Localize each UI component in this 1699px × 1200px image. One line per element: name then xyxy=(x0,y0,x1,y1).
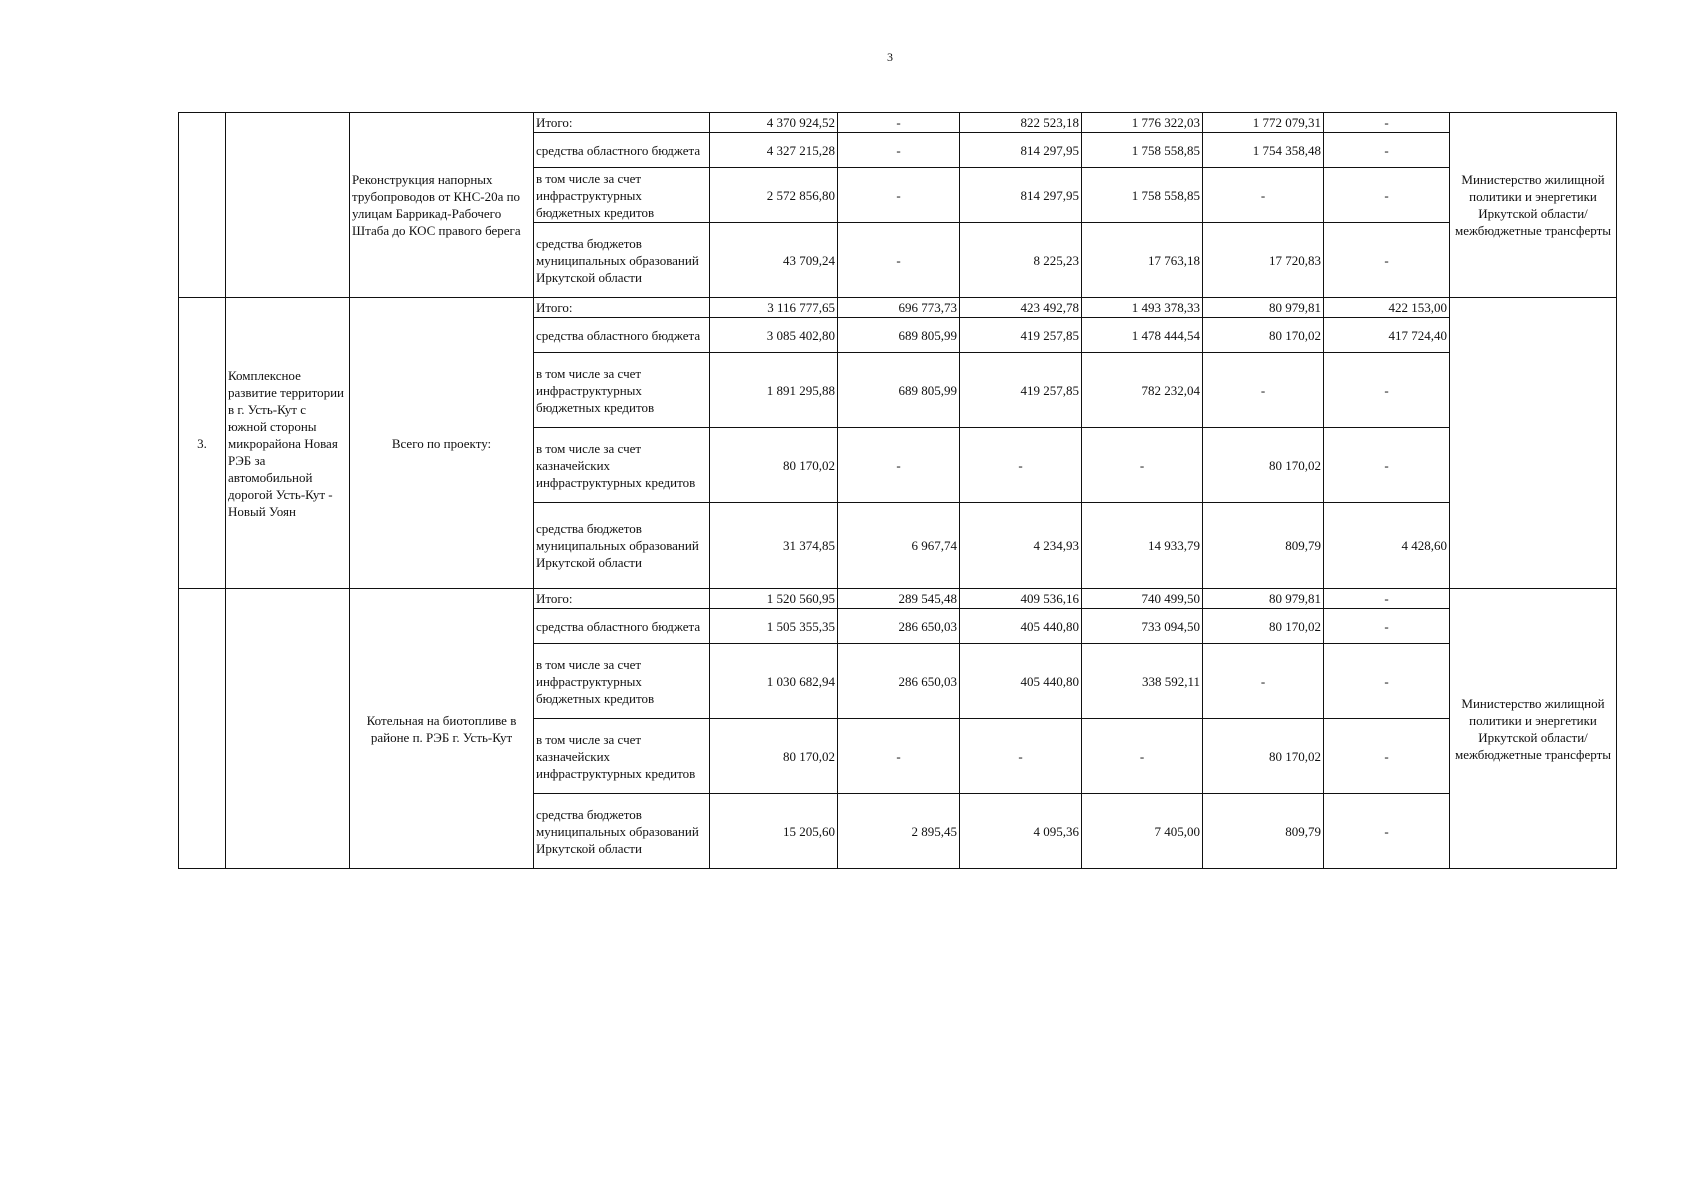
amount-cell: 419 257,85 xyxy=(960,318,1082,353)
amount-cell: 15 205,60 xyxy=(710,794,838,869)
amount-cell: 286 650,03 xyxy=(838,644,960,719)
object-name: Всего по проекту: xyxy=(350,298,534,589)
funding-source: средства областного бюджета xyxy=(534,318,710,353)
amount-cell: 43 709,24 xyxy=(710,223,838,298)
executor: Министерство жилищной политики и энергетики Иркутской области/ межбюджетные трансферты xyxy=(1450,589,1617,869)
project-name xyxy=(226,113,350,298)
amount-cell: 1 772 079,31 xyxy=(1203,113,1324,133)
funding-source: средства бюджетов муниципальных образований Иркутской области xyxy=(534,503,710,589)
amount-cell: 809,79 xyxy=(1203,794,1324,869)
amount-cell: 1 505 355,35 xyxy=(710,609,838,644)
amount-cell: 17 720,83 xyxy=(1203,223,1324,298)
amount-cell: 338 592,11 xyxy=(1082,644,1203,719)
amount-cell: 419 257,85 xyxy=(960,353,1082,428)
amount-cell: - xyxy=(838,113,960,133)
amount-cell: - xyxy=(1324,353,1450,428)
amount-cell: 80 979,81 xyxy=(1203,589,1324,609)
object-name: Реконструкция напорных трубопроводов от КНС-20а по улицам Баррикад-Рабочего Штаба до КОС правого берега xyxy=(350,113,534,298)
amount-cell: 733 094,50 xyxy=(1082,609,1203,644)
amount-cell: 286 650,03 xyxy=(838,609,960,644)
amount-cell: - xyxy=(1203,644,1324,719)
amount-cell: 3 116 777,65 xyxy=(710,298,838,318)
executor: Министерство жилищной политики и энергетики Иркутской области/ межбюджетные трансферты xyxy=(1450,113,1617,298)
amount-cell: 80 170,02 xyxy=(1203,719,1324,794)
amount-cell: - xyxy=(1324,644,1450,719)
amount-cell: - xyxy=(838,428,960,503)
amount-cell: 1 758 558,85 xyxy=(1082,133,1203,168)
executor xyxy=(1450,298,1617,589)
amount-cell: 417 724,40 xyxy=(1324,318,1450,353)
amount-cell: 1 891 295,88 xyxy=(710,353,838,428)
amount-cell: - xyxy=(1324,168,1450,223)
amount-cell: 4 327 215,28 xyxy=(710,133,838,168)
amount-cell: 3 085 402,80 xyxy=(710,318,838,353)
amount-cell: 689 805,99 xyxy=(838,353,960,428)
amount-cell: 4 234,93 xyxy=(960,503,1082,589)
amount-cell: 80 170,02 xyxy=(710,719,838,794)
funding-source: в том числе за счет инфраструктурных бюджетных кредитов xyxy=(534,644,710,719)
funding-source: средства бюджетов муниципальных образований Иркутской области xyxy=(534,223,710,298)
amount-cell: - xyxy=(1324,428,1450,503)
funding-source: в том числе за счет инфраструктурных бюджетных кредитов xyxy=(534,353,710,428)
amount-cell: 4 370 924,52 xyxy=(710,113,838,133)
amount-cell: - xyxy=(1324,223,1450,298)
amount-cell: 1 520 560,95 xyxy=(710,589,838,609)
funding-source: Итого: xyxy=(534,589,710,609)
funding-source: в том числе за счет казначейских инфраструктурных кредитов xyxy=(534,428,710,503)
amount-cell: 80 170,02 xyxy=(1203,318,1324,353)
amount-cell: 1 478 444,54 xyxy=(1082,318,1203,353)
amount-cell: 14 933,79 xyxy=(1082,503,1203,589)
amount-cell: 4 428,60 xyxy=(1324,503,1450,589)
amount-cell: 814 297,95 xyxy=(960,168,1082,223)
amount-cell: 289 545,48 xyxy=(838,589,960,609)
amount-cell: 2 895,45 xyxy=(838,794,960,869)
amount-cell: 822 523,18 xyxy=(960,113,1082,133)
table-row xyxy=(179,589,1617,609)
amount-cell: 4 095,36 xyxy=(960,794,1082,869)
amount-cell: 696 773,73 xyxy=(838,298,960,318)
amount-cell: 1 030 682,94 xyxy=(710,644,838,719)
funding-source: Итого: xyxy=(534,298,710,318)
amount-cell: 422 153,00 xyxy=(1324,298,1450,318)
amount-cell: 8 225,23 xyxy=(960,223,1082,298)
amount-cell: 740 499,50 xyxy=(1082,589,1203,609)
amount-cell: 1 758 558,85 xyxy=(1082,168,1203,223)
amount-cell: 689 805,99 xyxy=(838,318,960,353)
item-number xyxy=(179,113,226,298)
amount-cell: - xyxy=(1324,133,1450,168)
funding-source: Итого: xyxy=(534,113,710,133)
amount-cell: 405 440,80 xyxy=(960,609,1082,644)
funding-source: в том числе за счет инфраструктурных бюджетных кредитов xyxy=(534,168,710,223)
amount-cell: - xyxy=(960,719,1082,794)
amount-cell: - xyxy=(1324,719,1450,794)
table-body xyxy=(179,113,1617,869)
amount-cell: 423 492,78 xyxy=(960,298,1082,318)
funding-source: средства областного бюджета xyxy=(534,133,710,168)
amount-cell: 809,79 xyxy=(1203,503,1324,589)
amount-cell: 31 374,85 xyxy=(710,503,838,589)
budget-table xyxy=(178,112,1617,869)
funding-source: средства областного бюджета xyxy=(534,609,710,644)
amount-cell: - xyxy=(1203,168,1324,223)
amount-cell: - xyxy=(1082,719,1203,794)
amount-cell: 409 536,16 xyxy=(960,589,1082,609)
amount-cell: - xyxy=(1324,589,1450,609)
amount-cell: 782 232,04 xyxy=(1082,353,1203,428)
amount-cell: 1 754 358,48 xyxy=(1203,133,1324,168)
amount-cell: - xyxy=(838,133,960,168)
amount-cell: 1 493 378,33 xyxy=(1082,298,1203,318)
amount-cell: 80 170,02 xyxy=(1203,428,1324,503)
amount-cell: - xyxy=(1324,113,1450,133)
table-row xyxy=(179,113,1617,133)
amount-cell: - xyxy=(838,168,960,223)
amount-cell: - xyxy=(838,223,960,298)
amount-cell: 17 763,18 xyxy=(1082,223,1203,298)
amount-cell: - xyxy=(838,719,960,794)
amount-cell: - xyxy=(1324,609,1450,644)
funding-source: в том числе за счет казначейских инфраструктурных кредитов xyxy=(534,719,710,794)
project-name xyxy=(226,589,350,869)
amount-cell: 405 440,80 xyxy=(960,644,1082,719)
amount-cell: - xyxy=(1082,428,1203,503)
amount-cell: 7 405,00 xyxy=(1082,794,1203,869)
item-number xyxy=(179,589,226,869)
amount-cell: - xyxy=(1203,353,1324,428)
item-number: 3. xyxy=(179,298,226,589)
object-name: Котельная на биотопливе в районе п. РЭБ г. Усть-Кут xyxy=(350,589,534,869)
amount-cell: 80 170,02 xyxy=(710,428,838,503)
amount-cell: 80 170,02 xyxy=(1203,609,1324,644)
amount-cell: 80 979,81 xyxy=(1203,298,1324,318)
amount-cell: - xyxy=(960,428,1082,503)
funding-source: средства бюджетов муниципальных образований Иркутской области xyxy=(534,794,710,869)
page-number: 3 xyxy=(887,50,893,64)
amount-cell: 2 572 856,80 xyxy=(710,168,838,223)
amount-cell: - xyxy=(1324,794,1450,869)
amount-cell: 6 967,74 xyxy=(838,503,960,589)
project-name: Комплексное развитие территории в г. Усть-Кут с южной стороны микрорайона Новая РЭБ за автомобильной дорогой Усть-Кут - Новый Уоян xyxy=(226,298,350,589)
table-row xyxy=(179,298,1617,318)
amount-cell: 1 776 322,03 xyxy=(1082,113,1203,133)
amount-cell: 814 297,95 xyxy=(960,133,1082,168)
